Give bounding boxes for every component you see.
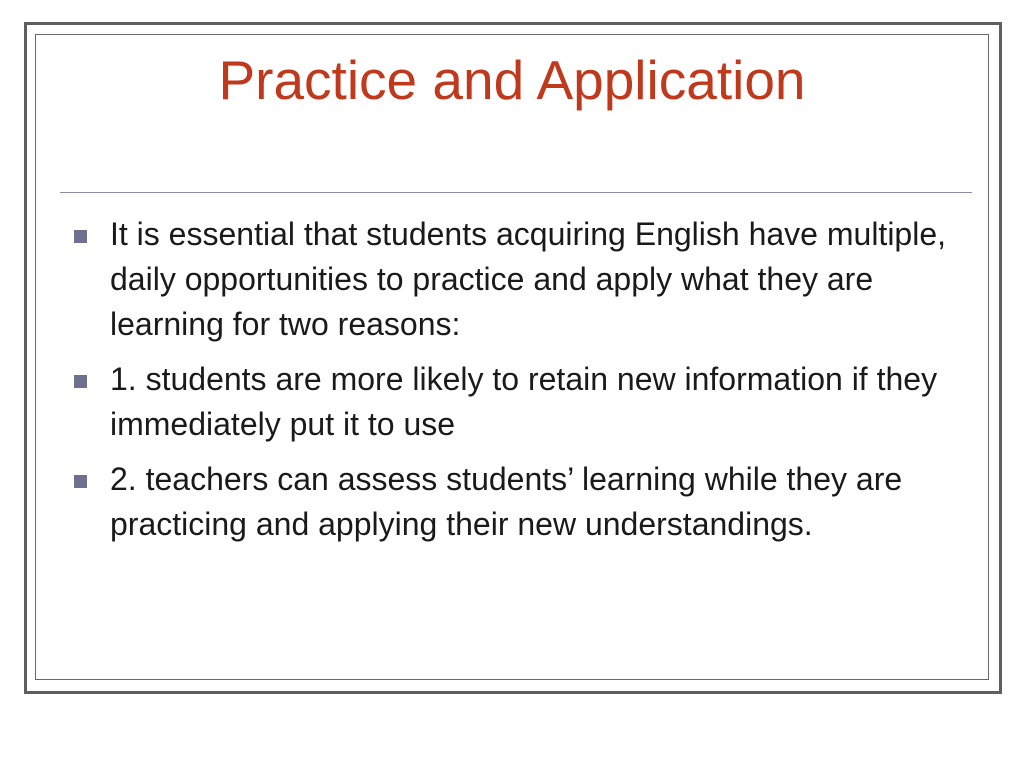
square-bullet-icon [74, 475, 87, 488]
bullet-text: It is essential that students acquiring English have multiple, daily opportunities to practice and apply what they are learning for two reasons: [110, 216, 947, 342]
bullet-text: 1. students are more likely to retain new information if they immediately put it to use [110, 361, 938, 442]
slide-title: Practice and Application [218, 49, 806, 111]
bullet-list [70, 212, 965, 557]
bullet-item [70, 357, 965, 447]
bullet-text: 2. teachers can assess students’ learning while they are practicing and applying their new understandings. [110, 461, 903, 542]
title-divider [60, 192, 972, 193]
bullet-item [70, 212, 965, 347]
bullet-item [70, 457, 965, 547]
square-bullet-icon [74, 230, 87, 243]
square-bullet-icon [74, 375, 87, 388]
